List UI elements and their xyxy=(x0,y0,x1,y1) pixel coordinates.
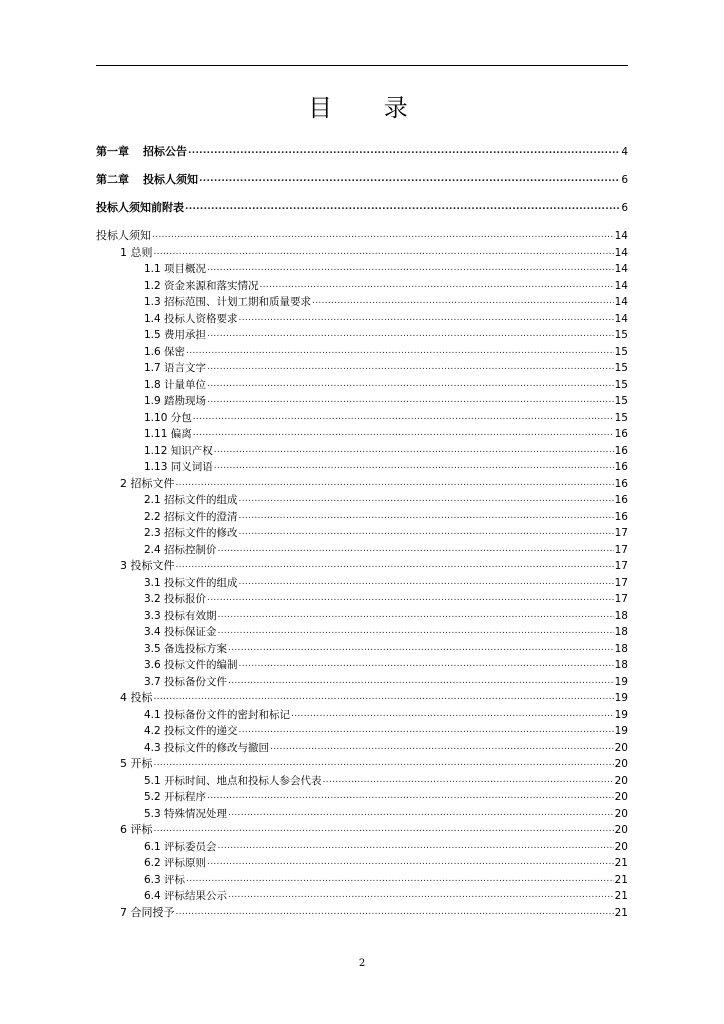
toc-leader-dots xyxy=(186,342,614,359)
toc-leader-dots xyxy=(239,655,614,672)
toc-entry-label: 1.6 保密 xyxy=(144,346,186,358)
toc-entry-page: 19 xyxy=(614,709,628,721)
toc-leader-dots xyxy=(270,738,614,755)
toc-entry-label: 1.5 费用承担 xyxy=(144,329,207,341)
toc-leader-dots xyxy=(207,787,614,804)
toc-entry-label: 1.12 知识产权 xyxy=(144,445,213,457)
toc-entry-page: 21 xyxy=(614,857,628,869)
toc-entry-page: 15 xyxy=(614,395,628,407)
toc-leader-dots xyxy=(239,490,614,507)
toc-entry-label: 3 投标文件 xyxy=(120,559,175,572)
toc-leader-dots xyxy=(323,771,614,788)
toc-leader-dots xyxy=(207,375,614,392)
toc-entry-page: 19 xyxy=(614,692,628,704)
toc-entry-page: 19 xyxy=(614,725,628,737)
toc-entry-page: 16 xyxy=(614,428,628,440)
toc-entry-number: 第二章 xyxy=(96,173,129,186)
toc-leader-dots xyxy=(176,903,614,920)
toc-leader-dots xyxy=(239,507,614,524)
toc-entry-label: 3.1 投标文件的组成 xyxy=(144,577,238,589)
toc-entry-page: 15 xyxy=(614,329,628,341)
toc-entry-page: 14 xyxy=(614,230,628,242)
toc-entry-label: 4.2 投标文件的递交 xyxy=(144,725,238,737)
toc-leader-dots xyxy=(207,259,614,276)
toc-leader-dots xyxy=(207,325,614,342)
toc-entry[interactable] xyxy=(96,172,628,189)
toc-leader-dots xyxy=(193,424,614,441)
header-rule xyxy=(96,65,628,66)
toc-leader-dots xyxy=(228,672,614,689)
toc-entry-page: 20 xyxy=(614,758,628,770)
toc-entry-label: 6.1 评标委员会 xyxy=(144,841,217,853)
toc-entry-label: 1.2 资金来源和落实情况 xyxy=(144,280,259,292)
toc-leader-dots xyxy=(154,754,614,771)
toc-entry-label: 2 招标文件 xyxy=(120,477,175,490)
toc-entry-label: 4.1 投标备份文件的密封和标记 xyxy=(144,709,291,721)
toc-entry-label: 6.4 评标结果公示 xyxy=(144,890,228,902)
toc-entry-page: 18 xyxy=(614,610,628,622)
toc-leader-dots xyxy=(214,441,614,458)
toc-entry-page: 16 xyxy=(614,494,628,506)
toc-leader-dots xyxy=(152,226,614,243)
toc-entry-page: 15 xyxy=(614,412,628,424)
toc-leader-dots xyxy=(154,688,614,705)
toc-entry-label: 7 合同授予 xyxy=(120,906,175,919)
toc-entry-page: 6 xyxy=(621,174,628,186)
toc-leader-dots xyxy=(260,276,614,293)
toc-leader-dots xyxy=(193,408,614,425)
toc-leader-dots xyxy=(239,309,614,326)
toc-entry-label: 1.3 招标范围、计划工期和质量要求 xyxy=(144,296,312,308)
toc-entry-label: 1.1 项目概况 xyxy=(144,263,207,275)
toc-entry[interactable] xyxy=(120,905,628,922)
toc-entry-page: 21 xyxy=(614,890,628,902)
toc-entry-page: 18 xyxy=(614,643,628,655)
toc-entry-label: 2.4 招标控制价 xyxy=(144,544,217,556)
toc-entry-page: 15 xyxy=(614,346,628,358)
toc-entry-page: 21 xyxy=(614,907,628,919)
toc-leader-dots xyxy=(207,358,614,375)
toc-leader-dots xyxy=(228,804,614,821)
toc-entry-page: 21 xyxy=(614,874,628,886)
toc-leader-dots xyxy=(239,573,614,590)
toc-entry-page: 19 xyxy=(614,676,628,688)
toc-entry[interactable] xyxy=(96,144,628,161)
toc-entry-label: 3.5 备选投标方案 xyxy=(144,643,228,655)
toc-leader-dots xyxy=(207,853,614,870)
toc-entry-page: 20 xyxy=(614,775,628,787)
toc-entry-page: 18 xyxy=(614,659,628,671)
toc-leader-dots xyxy=(185,198,620,215)
toc-entry-label: 1.11 偏离 xyxy=(144,428,192,440)
toc-entry-page: 20 xyxy=(614,742,628,754)
toc-leader-dots xyxy=(239,721,614,738)
toc-entry-label: 1.13 同义词语 xyxy=(144,461,213,473)
toc-entry-label: 1.7 语言文字 xyxy=(144,362,207,374)
toc-entry-label: 5.2 开标程序 xyxy=(144,791,207,803)
toc-entry-label: 招标公告 xyxy=(143,145,187,158)
toc-entry-label: 6.3 评标 xyxy=(144,874,186,886)
toc-entry-page: 14 xyxy=(614,280,628,292)
toc-entry-page: 4 xyxy=(621,146,628,158)
toc-entry-label: 2.3 招标文件的修改 xyxy=(144,527,238,539)
toc-leader-dots xyxy=(207,589,614,606)
toc-leader-dots xyxy=(312,292,614,309)
toc-entry-label: 1.10 分包 xyxy=(144,412,192,424)
toc-entry-label: 1 总则 xyxy=(120,246,153,259)
toc-leader-dots xyxy=(154,820,614,837)
toc-entry-label: 6 评标 xyxy=(120,823,153,836)
toc-title: 目 录 xyxy=(308,94,430,122)
toc-leader-dots xyxy=(207,391,614,408)
toc-leader-dots xyxy=(176,474,614,491)
toc-leader-dots xyxy=(218,837,614,854)
toc-leader-dots xyxy=(199,170,620,187)
toc-leader-dots xyxy=(218,606,614,623)
toc-entry-label: 4 投标 xyxy=(120,691,153,704)
toc-entry-label: 1.9 踏勘现场 xyxy=(144,395,207,407)
toc-entry-label: 3.3 投标有效期 xyxy=(144,610,217,622)
toc-leader-dots xyxy=(154,243,614,260)
toc-entry-label: 3.4 投标保证金 xyxy=(144,626,217,638)
toc-leader-dots xyxy=(228,886,614,903)
toc-entry-page: 16 xyxy=(614,478,628,490)
toc-entry[interactable] xyxy=(96,200,628,217)
toc-entry-page: 17 xyxy=(614,593,628,605)
toc-entry-page: 14 xyxy=(614,263,628,275)
toc-entry-label: 3.2 投标报价 xyxy=(144,593,207,605)
toc-leader-dots xyxy=(214,457,614,474)
toc-entry-page: 14 xyxy=(614,247,628,259)
toc-entry-page: 20 xyxy=(614,791,628,803)
toc-leader-dots xyxy=(218,540,614,557)
toc-entry-page: 16 xyxy=(614,511,628,523)
toc-entry-page: 17 xyxy=(614,527,628,539)
toc-entry-label: 投标人须知 xyxy=(143,173,198,186)
toc-entry-label: 2.1 招标文件的组成 xyxy=(144,494,238,506)
toc-entry-page: 20 xyxy=(614,808,628,820)
toc-entry-page: 14 xyxy=(614,313,628,325)
toc-entry-label: 6.2 评标原则 xyxy=(144,857,207,869)
toc-entry-label: 投标人须知前附表 xyxy=(96,201,184,214)
toc-entry-label: 1.4 投标人资格要求 xyxy=(144,313,238,325)
toc-leader-dots xyxy=(239,523,614,540)
toc-entry-page: 16 xyxy=(614,461,628,473)
toc-entry-page: 15 xyxy=(614,379,628,391)
toc-entry-label: 2.2 招标文件的澄清 xyxy=(144,511,238,523)
toc-entry-label: 5 开标 xyxy=(120,757,153,770)
toc-entry-label: 4.3 投标文件的修改与撤回 xyxy=(144,742,270,754)
toc-entry-label: 5.3 特殊情况处理 xyxy=(144,808,228,820)
toc-leader-dots xyxy=(218,622,614,639)
toc-entry-label: 3.7 投标备份文件 xyxy=(144,676,228,688)
toc-leader-dots xyxy=(228,639,614,656)
toc-entry-label: 5.1 开标时间、地点和投标人参会代表 xyxy=(144,775,322,787)
toc-entry-page: 20 xyxy=(614,841,628,853)
page-number: 2 xyxy=(358,958,366,969)
toc-leader-dots xyxy=(291,705,614,722)
toc-entry-page: 15 xyxy=(614,362,628,374)
toc-entry-label: 投标人须知 xyxy=(96,229,151,242)
toc-entry-label: 1.8 计量单位 xyxy=(144,379,207,391)
toc-entry-page: 17 xyxy=(614,544,628,556)
toc-entry-page: 20 xyxy=(614,824,628,836)
toc-entry-page: 17 xyxy=(614,577,628,589)
toc-entry-page: 14 xyxy=(614,296,628,308)
toc-entry-page: 18 xyxy=(614,626,628,638)
toc-entry-number: 第一章 xyxy=(96,145,129,158)
toc-entry-label: 3.6 投标文件的编制 xyxy=(144,659,238,671)
toc-entry-page: 17 xyxy=(614,560,628,572)
toc-entry-page: 6 xyxy=(621,202,628,214)
toc-entry-page: 16 xyxy=(614,445,628,457)
toc-leader-dots xyxy=(186,870,614,887)
toc-leader-dots xyxy=(188,142,620,159)
toc-leader-dots xyxy=(176,556,614,573)
